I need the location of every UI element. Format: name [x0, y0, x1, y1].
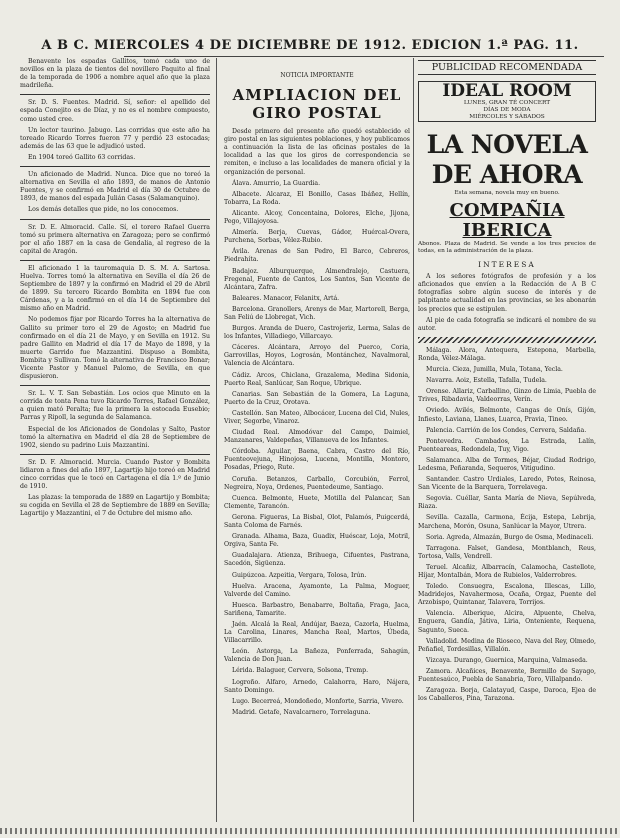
ad-ideal-line: DÍAS DE MODA [483, 107, 531, 114]
column-2 [224, 58, 410, 822]
article-paragraph: Sr. D. F. Almoracid. Murcia. Cuando Pastor y Bombita lidiaron a fines del año 1897, Lagartijo hijo toreó en Madrid cinco corridas que le tocó en Cartagena el día 1.º de Junio de 1910. [20, 458, 210, 491]
article-paragraph: Sr. D. S. Fuentes. Madrid. Sí, señor: el apellido del espada Conejito es de Díaz, y no es el nombre compuesto, como usted cree. [20, 99, 210, 123]
list-paragraph: Pontevedra. Cambados, La Estrada, Lalín, Puenteareas, Redondela, Tuy, Vigo. [418, 437, 596, 453]
list-paragraph: Toledo. Consuegra, Escalona, Illescas, Lillo, Madridejos, Navahermosa, Ocaña, Orgaz, Puente del Arzobispo, Quintanar, Talavera, Torrijos. [418, 583, 596, 607]
article-paragraph: En 1904 toreó Gallito 63 corridas. [28, 153, 136, 161]
list-paragraph: Ávila. Arenas de San Pedro, El Barco, Cebreros, Piedrahíta. [224, 248, 410, 264]
list-paragraph: Valladolid. Medina de Rioseco, Nava del Rey, Olmedo, Peñafiel, Tordesillas, Villalón. [418, 637, 596, 653]
article-paragraph: No podemos fijar por Ricardo Torres ha la alternativa de Gallito su primer toro el 29 de Agosto; en Madrid fue confirmado en el día 21 de Mayo, y en Sevilla en 1912. Su padre Gallito en Madrid el día 17 de Mayo de 1898, y la muerte Garrido fue Mazzantini. Dispuso a Bombita, Bombita y Sullivan. Tomó la alternativa de Francisco Bonar; Vicente Pastor y Manuel Palomo, de Sevilla, en que dispusieron. [20, 316, 210, 381]
list-paragraph: Palencia. Carrión de los Condes, Cervera, Saldaña. [426, 426, 587, 434]
ad-compania-text: Abonos. Plaza de Madrid. Se vende a los tres precios de todas, en la administración de la plaza. [418, 241, 596, 255]
ad-compania-title: COMPAÑIA IBERICA [449, 200, 565, 242]
column-3 [418, 58, 596, 822]
article-paragraph: Sr. L. V. T. San Sebastián. Los ocios que Minuto en la corrida de tonta Pena tuvo Ricardo Torres, Rafael González, a quien mató Peralta; fue la primera la estocada Eusebio; Parras y Ripoll, la segunda de Salamanca. [20, 390, 210, 422]
list-paragraph: Álava. Amurrio, La Guardia. [232, 179, 321, 187]
list-paragraph: Guadalajara. Atienza, Brihuega, Cifuentes, Pastrana, Sacedón, Sigüenza. [224, 552, 410, 568]
ornament-divider [418, 337, 596, 343]
list-paragraph: Orense. Allariz, Carballino, Ginzo de Limia, Puebla de Trives, Ribadavia, Valdeorras, Verín. [418, 388, 596, 404]
list-paragraph: Canarias. San Sebastián de la Gomera, La Laguna, Puerto de la Cruz, Orotava. [224, 390, 410, 406]
list-paragraph: Granada. Alhama, Baza, Guadix, Huéscar, Loja, Motril, Orgiva, Santa Fe. [224, 533, 410, 549]
page-header: A B C. MIERCOLES 4 DE DICIEMBRE DE 1912. EDICION 1.ª PAG. 11. [41, 38, 579, 53]
ad-ideal-line: MIÉRCOLES Y SÁBADOS [469, 114, 545, 121]
article-paragraph: Un lector taurino. Jabugo. Las corridas que este año ha toreado Ricardo Torres fueron 77 y perdió 23 estocadas; además de las 63 que le adjudicó usted. [20, 126, 210, 150]
article-paragraph: Las plazas: la temporada de 1889 en Lagartijo y Bombita; su cogida en Sevilla el 28 de Septiembre de 1889 en Sevilla; Lagartijo y Mazzantini, el 7 de Octubre del mismo año. [20, 494, 210, 518]
divider [20, 454, 210, 455]
list-paragraph: Cádiz. Arcos, Chiclana, Grazalema, Medina Sidonia, Puerto Real, Sanlúcar, San Roque, Ubrique. [224, 371, 410, 387]
list-paragraph: Málaga. Alora, Antequera, Estepona, Marbella, Ronda, Vélez-Málaga. [418, 346, 596, 362]
list-paragraph: Guipúzcoa. Azpeitia, Vergara, Tolosa, Irún. [232, 571, 367, 579]
ad-novela-title: LA NOVELA DE AHORA [426, 130, 588, 190]
ad-ideal-line: LUNES, GRAN TÉ CONCERT [463, 100, 551, 107]
list-paragraph: Santander. Castro Urdiales, Laredo, Potes, Reinosa, San Vicente de la Barquera, Torrelavega. [418, 476, 596, 492]
divider [20, 260, 210, 261]
page-bottom-edge [0, 828, 620, 834]
divider [20, 94, 210, 95]
list-paragraph: Coruña. Betanzos, Carballo, Corcubión, Ferrol, Negreira, Noya, Ordenes, Puentedeume, Santiago. [224, 475, 410, 491]
ad-section-heading: PUBLICIDAD RECOMENDADA [418, 60, 596, 75]
interesa-heading: INTERESA [478, 260, 536, 270]
list-paragraph: Cáceres. Alcántara, Arroyo del Puerco, Coria, Garrovillas, Hoyos, Logrosán, Montánchez, Navalmoral, Valencia de Alcántara. [224, 344, 410, 368]
list-paragraph: Huelva. Aracena, Ayamonte, La Palma, Moguer, Valverde del Camino. [224, 582, 410, 598]
list-paragraph: Zamora. Alcañices, Benavente, Bermillo de Sayago, Fuentesaúco, Puebla de Sanabria, Toro, Villalpando. [418, 667, 596, 684]
column-1 [20, 58, 210, 822]
article-paragraph: El aficionado 1 la tauromaquia D. S. M. A. Sartosa. Huelva. Torres tomó la alternativa en Sevilla el día 26 de Septiembre de 1897 y la confirmó en Madrid el 29 de Abril de 1899. Su tercero Ricardo Bombita en 1894 fue con Cárdenas, y a la confirmó en el día 14 de Septiembre del mismo año en Madrid. [20, 264, 210, 313]
list-paragraph: Zaragoza. Borja, Calatayud, Caspe, Daroca, Ejea de los Caballeros, Pina, Tarazona. [418, 687, 596, 703]
list-paragraph: Córdoba. Aguilar, Baena, Cabra, Castro del Río, Fuenteovejuna, Hinojosa, Lucena, Montilla, Montoro, Posadas, Priego, Rute. [224, 448, 410, 472]
giro-postal-list [224, 128, 410, 717]
list-paragraph: Lérida. Balaguer, Cervera, Solsona, Tremp. [232, 667, 369, 675]
article-paragraph: Sr. D. E. Almoracid. Calle. Sí, el torero Rafael Guerra tomó su primera alternativa en Zaragoza; pero se confirmó por el año 1887 en la casa de Gendalia, al regreso de la capital de Aragón. [20, 223, 210, 255]
divider [20, 219, 210, 220]
list-paragraph: Segovia. Cuéllar, Santa María de Nieva, Sepúlveda, Riaza. [418, 495, 596, 511]
list-paragraph: Oviedo. Avilés, Belmonte, Cangas de Onís, Gijón, Infiesto, Laviana, Llanes, Luarca, Pravia, Tineo. [418, 407, 596, 423]
giro-postal-list-continued [418, 347, 596, 703]
list-paragraph: Castellón. San Mateo, Albocácer, Lucena del Cid, Nules, Viver, Segorbe, Vinaroz. [224, 409, 410, 425]
list-paragraph: Desde primero del presente año quedó establecido el giro postal en las siguientes poblaciones, y hoy publicamos a continuación la lista de las oficinas postales de la localidad a las que los giros de correspondencia se remiten, e incluso a las localidades de manera oficial y la organización de personal. [224, 128, 410, 176]
list-paragraph: Almería. Berja, Cuevas, Gádor, Huércal-Overa, Purchena, Sorbas, Vélez-Rubio. [224, 229, 410, 245]
list-paragraph: Alicante. Alcoy, Concentaina, Dolores, Elche, Jijona, Pego, Villajoyosa. [224, 209, 410, 226]
kicker: NOTICIA IMPORTANTE [280, 72, 354, 79]
list-paragraph: Badajoz. Alburquerque, Almendralejo, Castuera, Fregenal, Fuente de Cantos, Los Santos, San Vicente de Alcántara, Zafra. [224, 267, 410, 291]
list-paragraph: Navarra. Aoiz, Estella, Tafalla, Tudela. [426, 377, 547, 385]
list-paragraph: Soria. Agreda, Almazán, Burgo de Osma, Medinaceli. [426, 533, 594, 541]
column-divider [413, 58, 414, 822]
column-divider [216, 58, 217, 822]
article-paragraph: Un aficionado de Madrid. Nunca. Dice que no toreó la alternativa en Sevilla el año 1893, de manos de Antonio Fuentes, y se confirmó en Madrid el día 30 de Octubre de 1893, de manos del espada Julián Casas (Salamanquino). [20, 171, 210, 203]
list-paragraph: Valencia. Alberique, Alcira, Alpuente, Chelva, Enguera, Gandía, Játiva, Liria, Onteniente, Requena, Sagunto, Sueca. [418, 610, 596, 634]
divider [20, 166, 210, 167]
list-paragraph: Salamanca. Alba de Tormes, Béjar, Ciudad Rodrigo, Ledesma, Peñaranda, Sequeros, Vitigudino. [418, 456, 596, 472]
list-paragraph: Cuenca. Belmonte, Huete, Motilla del Palancar, San Clemente, Tarancón. [224, 494, 410, 510]
list-paragraph: Sevilla. Cazalla, Carmona, Écija, Estepa, Lebrija, Marchena, Morón, Osuna, Sanlúcar la Mayor, Utrera. [418, 514, 596, 530]
list-paragraph: Logroño. Alfaro, Arnedo, Calahorra, Haro, Nájera, Santo Domingo. [224, 678, 410, 694]
ad-ideal-room [418, 81, 596, 122]
list-paragraph: Albacete. Alcaraz, El Bonillo, Casas Ibáñez, Hellín, Tobarra, La Roda. [224, 190, 410, 206]
interesa-paragraph: Al pie de cada fotografía se indicará el nombre de su autor. [418, 316, 596, 332]
list-paragraph: Murcia. Cieza, Jumilla, Mula, Totana, Yecla. [426, 366, 563, 374]
list-paragraph: Vizcaya. Durango, Guernica, Marquina, Valmaseda. [426, 656, 588, 664]
list-paragraph: Ciudad Real. Almodóvar del Campo, Daimiel, Manzanares, Valdepeñas, Villanueva de los Infantes. [224, 429, 410, 445]
interesa-paragraph: A los señores fotógrafos de profesión y a los aficionados que envíen a la Redacción de A B C fotografías sobre algún suceso de interés y de palpitante actualidad en las provincias, se les abonarán los precios que se estipulen. [418, 273, 596, 313]
headline-line-1: AMPLIACION DEL [232, 86, 402, 105]
list-paragraph: Barcelona. Granollers, Arenys de Mar, Martorell, Berga, San Feliú de Llobregat, Vich. [224, 305, 410, 321]
header-rule [124, 56, 604, 57]
list-paragraph: Huesca. Barbastro, Benabarre, Boltaña, Fraga, Jaca, Sariñena, Tamarite. [224, 601, 410, 617]
list-paragraph: Burgos. Aranda de Duero, Castrojeriz, Lerma, Salas de los Infantes, Villadiego, Villarcayo. [224, 325, 410, 341]
list-paragraph: León. Astorga, La Bañeza, Ponferrada, Sahagún, Valencia de Don Juan. [224, 648, 410, 664]
article-paragraph: Benavente los espadas Gallitos, tomó cada uno de novillos en la plaza de tientos del novillero Paquito al final de la temporada de 1906 a nombre aquel año que la plaza madrileña. [20, 58, 210, 90]
article-paragraph: Especial de los Aficionados de Gondolas y Salto, Pastor tomó la alternativa en Madrid el día 28 de Septiembre de 1902, siendo su padrino Luis Mazzantini. [20, 425, 210, 449]
ad-novela-sub: Esta semana, novela muy en bueno. [454, 190, 560, 197]
list-paragraph: Lugo. Becerreá, Mondoñedo, Monforte, Sarria, Vivero. [232, 697, 404, 705]
list-paragraph: Baleares. Manacor, Felanitx, Artá. [232, 294, 340, 302]
ad-ideal-title: IDEAL ROOM [442, 81, 572, 102]
headline-line-2: GIRO POSTAL [252, 104, 382, 123]
divider [20, 385, 210, 386]
list-paragraph: Jaén. Alcalá la Real, Andújar, Baeza, Cazorla, Huelma, La Carolina, Linares, Mancha Real, Martos, Úbeda, Villacarrillo. [224, 620, 410, 645]
list-paragraph: Tarragona. Falset, Gandesa, Montblanch, Reus, Tortosa, Valls, Vendrell. [418, 544, 596, 560]
list-paragraph: Madrid. Getafe, Navalcarnero, Torrelaguna. [232, 708, 371, 716]
list-paragraph: Gerona. Figueras, La Bisbal, Olot, Palamós, Puigcerdá, Santa Coloma de Farnés. [224, 513, 410, 530]
article-paragraph: Los demás detalles que pide, no los conocemos. [28, 206, 179, 214]
list-paragraph: Teruel. Alcañiz, Albarracín, Calamocha, Castellote, Híjar, Montalbán, Mora de Rubielos, Valderrobres. [418, 563, 596, 579]
